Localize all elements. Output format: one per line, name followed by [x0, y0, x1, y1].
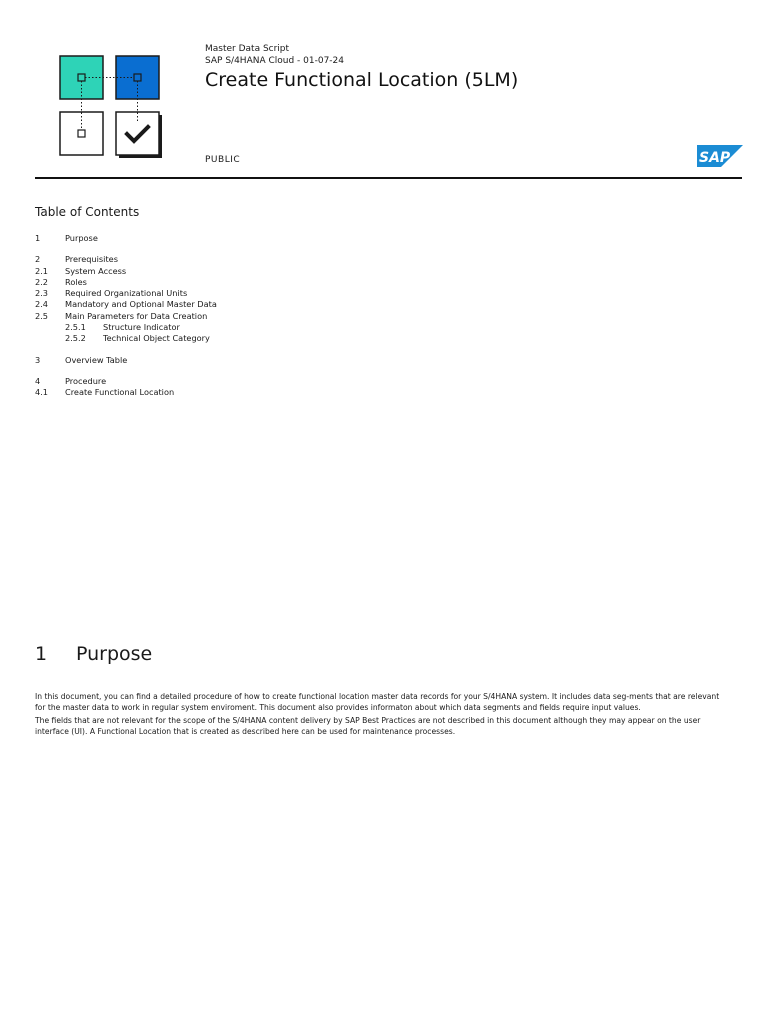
toc-entry-label: Mandatory and Optional Master Data [65, 299, 217, 310]
classification-label: PUBLIC [205, 155, 241, 165]
body-paragraph: In this document, you can find a detailed procedure of how to create functional location master data records for your S/4HANA system. It includes data seg-ments that are relevant for the master data to work in regular system enviroment. This document also provides informaton about which data segments and fields require input values. [35, 692, 720, 712]
toc-entry[interactable] [35, 299, 435, 310]
body-paragraph: The fields that are not relevant for the scope of the S/4HANA content delivery by SAP Best Practices are not described in this document although they may appear on the user interface (UI). A Functional Location that is created as described here can be used for maintenance processes. [35, 716, 701, 736]
toc-entry-label: Main Parameters for Data Creation [65, 310, 208, 321]
toc-entry-label: Overview Table [65, 354, 128, 365]
toc-entry[interactable] [35, 266, 435, 277]
toc-entry[interactable] [35, 376, 435, 387]
toc-entry-label: System Access [65, 265, 127, 276]
toc-entry-label: Structure Indicator [103, 322, 180, 333]
toc-entry[interactable] [35, 233, 435, 244]
document-title: Create Functional Location (5LM) [205, 69, 519, 91]
toc-entry-number: 2.5.2 [65, 333, 86, 344]
toc-entry-number: 2.4 [35, 299, 49, 310]
product-version: SAP S/4HANA Cloud - 01-07-24 [205, 56, 344, 66]
toc-entry-label: Technical Object Category [103, 333, 210, 344]
toc-entry-label: Purpose [65, 233, 98, 243]
toc-heading: Table of Contents [35, 205, 140, 219]
toc-entry-number: 2.3 [35, 288, 49, 299]
toc-entry-number: 4 [35, 375, 41, 386]
section-title: Purpose [76, 643, 153, 665]
document-type: Master Data Script [205, 44, 290, 54]
toc-entry-number: 2.5.1 [65, 322, 86, 333]
section-heading [35, 642, 152, 666]
table-of-contents [35, 233, 435, 399]
toc-entry[interactable] [35, 322, 435, 333]
toc-entry-label: Create Functional Location [65, 387, 175, 398]
toc-entry-number: 2.1 [35, 265, 49, 276]
checklist-squares-icon [56, 52, 166, 162]
toc-entry-label: Prerequisites [65, 254, 118, 265]
section-number: 1 [35, 643, 48, 665]
toc-entry-label: Roles [65, 276, 87, 287]
toc-entry-number: 3 [35, 354, 41, 365]
toc-entry[interactable] [35, 333, 435, 344]
toc-entry[interactable] [35, 254, 435, 265]
toc-entry-label: Procedure [65, 375, 107, 386]
toc-entry[interactable] [35, 387, 435, 398]
toc-entry[interactable] [35, 355, 435, 366]
section-body [35, 691, 725, 739]
toc-entry-number: 2.5 [35, 310, 49, 321]
toc-entry[interactable] [35, 277, 435, 288]
sap-logo-text: SAP [699, 150, 731, 166]
sap-logo [697, 145, 743, 167]
header-divider [35, 177, 742, 179]
toc-entry-label: Required Organizational Units [65, 288, 188, 299]
toc-entry-number: 1 [35, 233, 41, 243]
toc-entry-number: 2.2 [35, 276, 49, 287]
toc-entry-number: 2 [35, 254, 41, 265]
document-header [205, 43, 675, 92]
toc-entry[interactable] [35, 311, 435, 322]
toc-entry[interactable] [35, 288, 435, 299]
toc-entry-number: 4.1 [35, 387, 49, 398]
